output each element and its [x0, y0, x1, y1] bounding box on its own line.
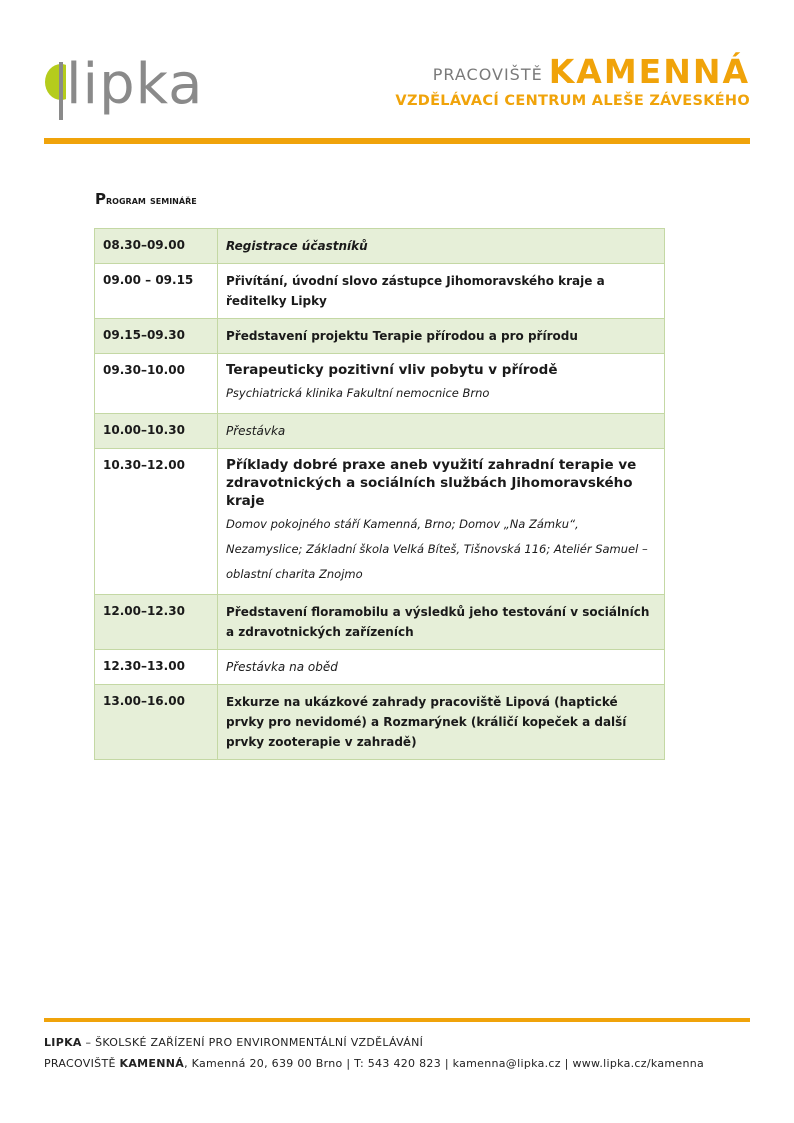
- program-time: 10.30–12.00: [95, 449, 218, 595]
- lipka-logo: [44, 52, 204, 124]
- program-activity: [218, 414, 665, 449]
- program-row: [95, 449, 665, 595]
- activity-presenter: Psychiatrická klinika Fakultní nemocnice Brno: [226, 386, 490, 400]
- workplace-label: PRACOVIŠTĚ: [432, 65, 543, 84]
- header-workplace: [395, 52, 750, 109]
- program-activity: [218, 229, 665, 264]
- activity-title: Přestávka: [226, 424, 286, 438]
- activity-title: Představení projektu Terapie přírodou a pro přírodu: [226, 329, 578, 343]
- title-rest: rogram semináře: [106, 193, 197, 207]
- program-activity: [218, 650, 665, 685]
- page-title: [95, 190, 197, 208]
- program-activity: [218, 449, 665, 595]
- program-row: [95, 595, 665, 650]
- program-time: 08.30–09.00: [95, 229, 218, 264]
- program-time: 13.00–16.00: [95, 685, 218, 760]
- program-time: 12.30–13.00: [95, 650, 218, 685]
- program-activity: [218, 685, 665, 760]
- program-row: [95, 319, 665, 354]
- program-row: [95, 354, 665, 414]
- footer-wp-name: KAMENNÁ: [119, 1057, 185, 1070]
- program-row: [95, 414, 665, 449]
- program-activity: [218, 319, 665, 354]
- program-activity: [218, 264, 665, 319]
- title-initial: P: [95, 190, 106, 208]
- footer-contact: [44, 1057, 704, 1070]
- activity-title: Představení floramobilu a výsledků jeho testování v sociálních a zdravotnických zařízeních: [226, 605, 650, 639]
- footer-contact-details: , Kamenná 20, 639 00 Brno | T: 543 420 823 | kamenna@lipka.cz | www.lipka.cz/kamenna: [184, 1057, 705, 1070]
- leaf-icon: [44, 58, 66, 124]
- footer-org-name: LIPKA: [44, 1036, 82, 1049]
- program-time: 09.30–10.00: [95, 354, 218, 414]
- footer-wp-label: PRACOVIŠTĚ: [44, 1057, 120, 1070]
- footer-org: [44, 1036, 423, 1049]
- program-activity: [218, 354, 665, 414]
- program-row: [95, 650, 665, 685]
- activity-title: Terapeuticky pozitivní vliv pobytu v přírodě: [226, 362, 558, 378]
- activity-title: Přestávka na oběd: [226, 660, 338, 674]
- activity-title: Příklady dobré praxe aneb využití zahradní terapie ve zdravotnických a sociálních službách Jihomoravského kraje: [226, 457, 637, 509]
- program-row: [95, 264, 665, 319]
- activity-presenter: Domov pokojného stáří Kamenná, Brno; Domov „Na Zámku“, Nezamyslice; Základní škola Velká Bíteš, Tišnovská 116; Ateliér Samuel – oblastní charita Znojmo: [226, 517, 648, 581]
- program-time: 12.00–12.30: [95, 595, 218, 650]
- activity-title: Registrace účastníků: [226, 239, 368, 253]
- program-time: 10.00–10.30: [95, 414, 218, 449]
- program-time: 09.15–09.30: [95, 319, 218, 354]
- workplace-name: KAMENNÁ: [548, 52, 750, 91]
- program-row: [95, 229, 665, 264]
- footer-org-desc: – ŠKOLSKÉ ZAŘÍZENÍ PRO ENVIRONMENTÁLNÍ VZDĚLÁVÁNÍ: [81, 1036, 424, 1049]
- program-time: 09.00 – 09.15: [95, 264, 218, 319]
- activity-title: Exkurze na ukázkové zahrady pracoviště Lipová (haptické prvky pro nevidomé) a Rozmarýnek (králičí kopeček a další prvky zooterapie v zahradě): [226, 695, 627, 749]
- program-row: [95, 685, 665, 760]
- footer-divider: [44, 1018, 750, 1022]
- logo-text: lipka: [66, 52, 204, 117]
- program-activity: [218, 595, 665, 650]
- header-divider: [44, 138, 750, 144]
- center-name: VZDĚLÁVACÍ CENTRUM ALEŠE ZÁVESKÉHO: [395, 93, 750, 109]
- activity-title: Přivítání, úvodní slovo zástupce Jihomoravského kraje a ředitelky Lipky: [226, 274, 605, 308]
- program-table: [94, 228, 665, 760]
